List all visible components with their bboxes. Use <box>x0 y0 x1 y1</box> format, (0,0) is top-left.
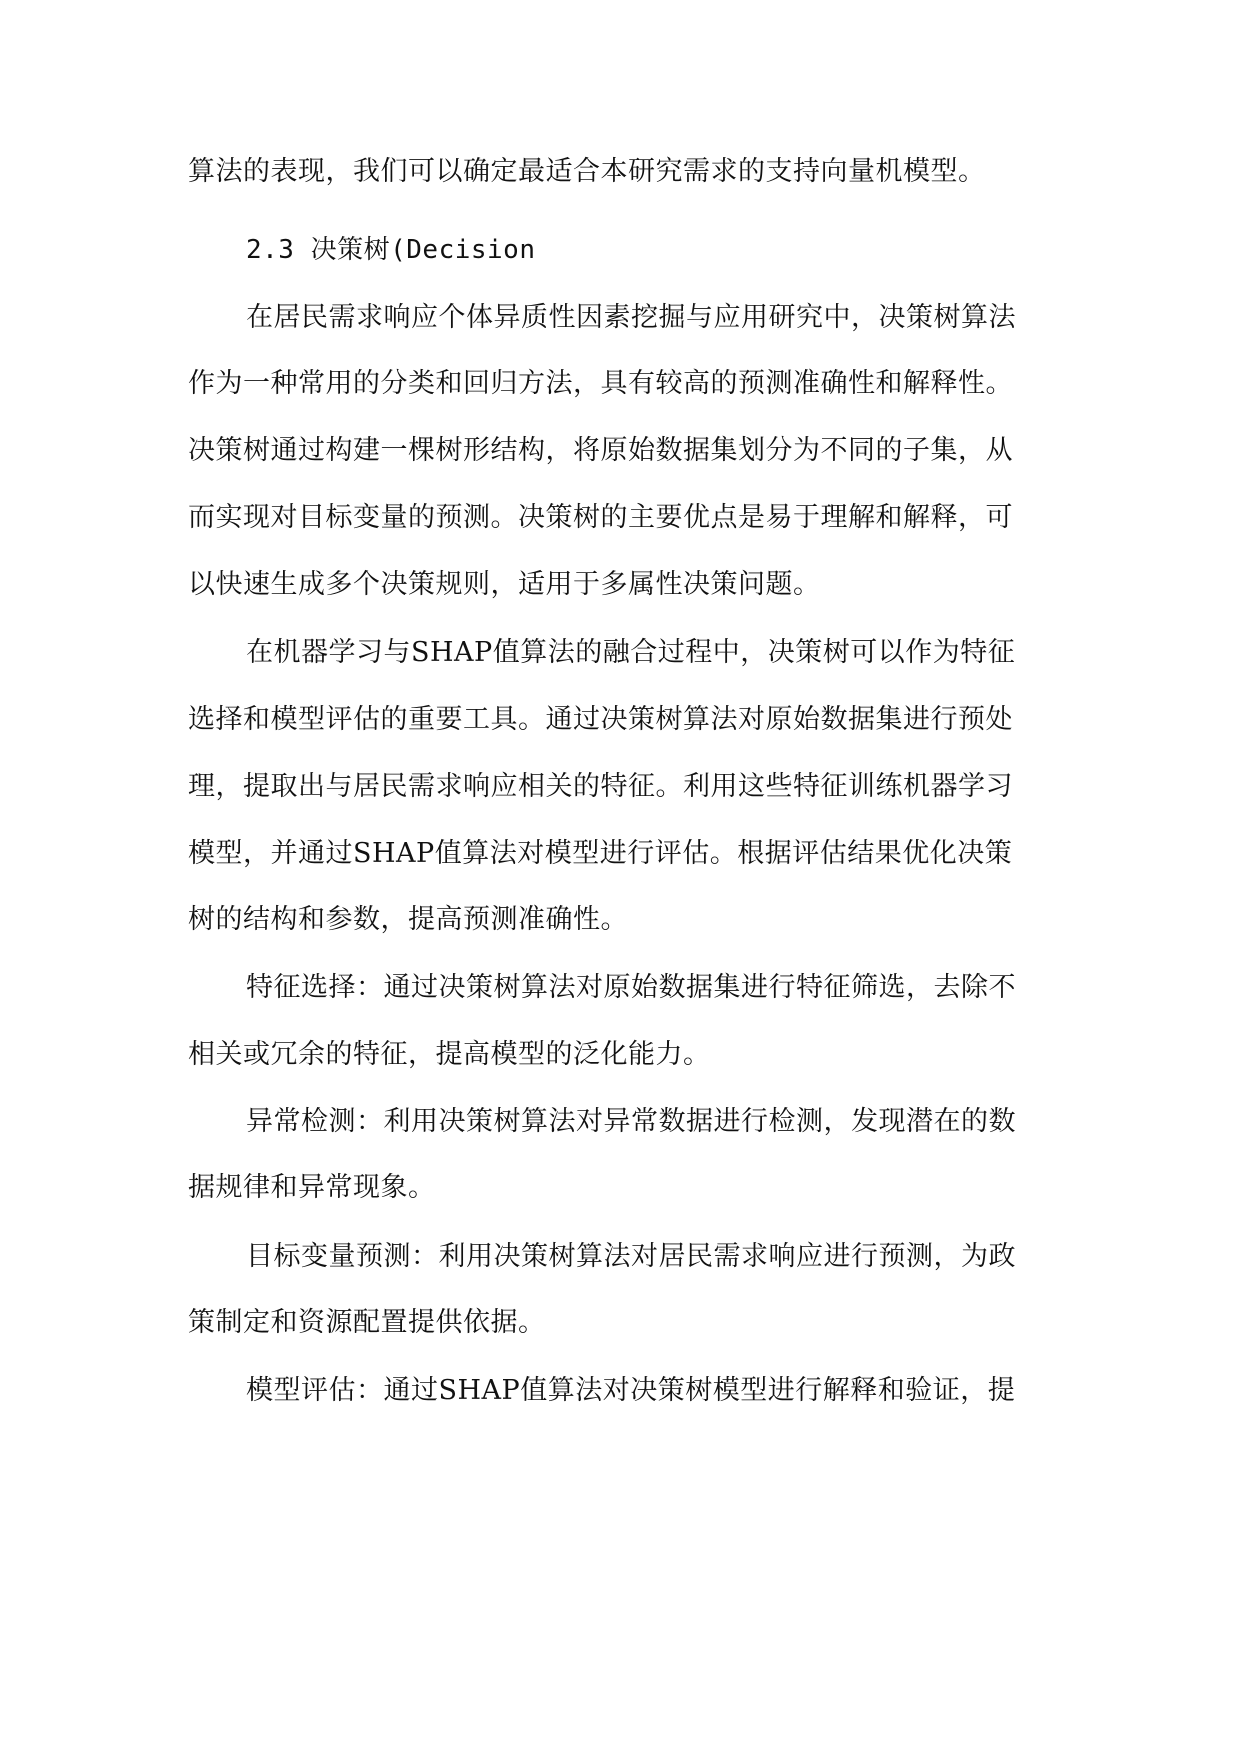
paragraph-line: 以快速生成多个决策规则，适用于多属性决策问题。 <box>188 569 821 600</box>
paragraph-line: 异常检测：利用决策树算法对异常数据进行检测，发现潜在的数 <box>246 1106 1016 1137</box>
paragraph-line: 在居民需求响应个体异质性因素挖掘与应用研究中，决策树算法 <box>246 302 1016 333</box>
paragraph-line: 选择和模型评估的重要工具。通过决策树算法对原始数据集进行预处 <box>188 704 1013 735</box>
paragraph-line: 作为一种常用的分类和回归方法，具有较高的预测准确性和解释性。 <box>188 368 1013 399</box>
section-heading: 2.3 决策树(Decision <box>246 235 536 265</box>
paragraph-line: 模型，并通过SHAP值算法对模型进行评估。根据评估结果优化决策 <box>188 838 1013 869</box>
paragraph-line: 理，提取出与居民需求响应相关的特征。利用这些特征训练机器学习 <box>188 771 1013 802</box>
paragraph-line: 树的结构和参数，提高预测准确性。 <box>188 904 628 935</box>
paragraph-line: 决策树通过构建一棵树形结构，将原始数据集划分为不同的子集，从 <box>188 435 1013 466</box>
paragraph-line: 算法的表现，我们可以确定最适合本研究需求的支持向量机模型。 <box>188 156 986 187</box>
paragraph-line: 模型评估：通过SHAP值算法对决策树模型进行解释和验证，提 <box>246 1375 1016 1406</box>
paragraph-line: 目标变量预测：利用决策树算法对居民需求响应进行预测，为政 <box>246 1241 1016 1272</box>
paragraph-line: 特征选择：通过决策树算法对原始数据集进行特征筛选，去除不 <box>246 972 1016 1003</box>
paragraph-line: 而实现对目标变量的预测。决策树的主要优点是易于理解和解释，可 <box>188 502 1013 533</box>
paragraph-line: 相关或冗余的特征，提高模型的泛化能力。 <box>188 1039 711 1070</box>
paragraph-line: 在机器学习与SHAP值算法的融合过程中，决策树可以作为特征 <box>246 637 1016 668</box>
paragraph-line: 据规律和异常现象。 <box>188 1172 436 1203</box>
paragraph-line: 策制定和资源配置提供依据。 <box>188 1307 546 1338</box>
